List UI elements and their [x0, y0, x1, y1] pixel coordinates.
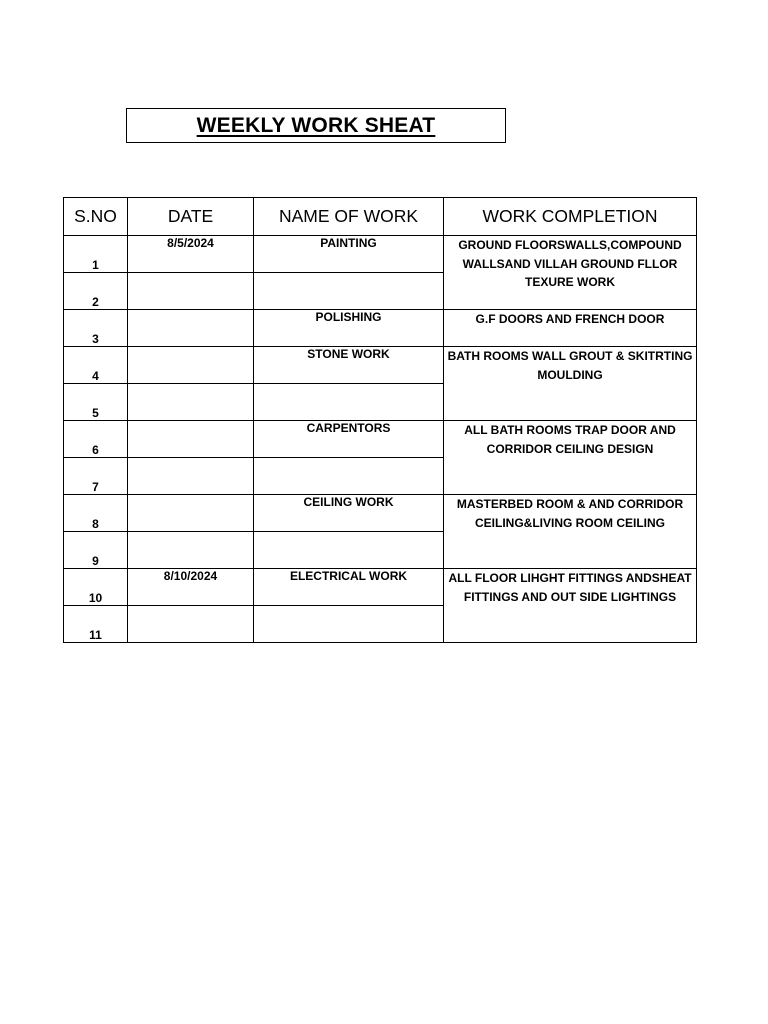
header-row: [64, 198, 697, 236]
sno-cell: 10: [64, 569, 128, 606]
sno-cell: 8: [64, 495, 128, 532]
date-cell: [128, 606, 254, 643]
work-cell: [254, 273, 444, 310]
sno-cell: 4: [64, 347, 128, 384]
sno-cell: 1: [64, 236, 128, 273]
date-cell: 8/10/2024: [128, 569, 254, 606]
date-cell: [128, 495, 254, 532]
table-row: [64, 347, 697, 384]
sno-cell: 11: [64, 606, 128, 643]
work-cell: [254, 458, 444, 495]
work-cell: [254, 384, 444, 421]
date-cell: [128, 458, 254, 495]
work-cell: POLISHING: [254, 310, 444, 347]
title-box: [126, 108, 506, 143]
completion-cell: ALL FLOOR LIHGHT FITTINGS ANDSHEAT FITTINGS AND OUT SIDE LIGHTINGS: [444, 569, 697, 643]
work-cell: [254, 532, 444, 569]
completion-cell: G.F DOORS AND FRENCH DOOR: [444, 310, 697, 347]
header-work-completion: WORK COMPLETION: [444, 198, 697, 236]
table-row: [64, 236, 697, 273]
date-cell: [128, 347, 254, 384]
page-title: WEEKLY WORK SHEAT: [196, 113, 436, 137]
header-sno: S.NO: [64, 198, 128, 236]
date-cell: [128, 310, 254, 347]
date-cell: [128, 384, 254, 421]
completion-cell: ALL BATH ROOMS TRAP DOOR AND CORRIDOR CEILING DESIGN: [444, 421, 697, 495]
date-cell: 8/5/2024: [128, 236, 254, 273]
sno-cell: 3: [64, 310, 128, 347]
sno-cell: 9: [64, 532, 128, 569]
table-row: [64, 569, 697, 606]
sno-cell: 6: [64, 421, 128, 458]
sno-cell: 5: [64, 384, 128, 421]
date-cell: [128, 273, 254, 310]
work-cell: ELECTRICAL WORK: [254, 569, 444, 606]
sno-cell: 7: [64, 458, 128, 495]
completion-cell: MASTERBED ROOM & AND CORRIDOR CEILING&LIVING ROOM CEILING: [444, 495, 697, 569]
completion-cell: BATH ROOMS WALL GROUT & SKITRTING MOULDING: [444, 347, 697, 421]
work-cell: CEILING WORK: [254, 495, 444, 532]
date-cell: [128, 532, 254, 569]
completion-cell: GROUND FLOORSWALLS,COMPOUND WALLSAND VILLAH GROUND FLLOR TEXURE WORK: [444, 236, 697, 310]
work-cell: CARPENTORS: [254, 421, 444, 458]
header-name-of-work: NAME OF WORK: [254, 198, 444, 236]
work-cell: [254, 606, 444, 643]
sno-cell: 2: [64, 273, 128, 310]
work-cell: STONE WORK: [254, 347, 444, 384]
table-row: [64, 310, 697, 347]
table-row: [64, 495, 697, 532]
table-row: [64, 421, 697, 458]
date-cell: [128, 421, 254, 458]
work-cell: PAINTING: [254, 236, 444, 273]
header-date: DATE: [128, 198, 254, 236]
work-sheet-table: [63, 197, 697, 643]
